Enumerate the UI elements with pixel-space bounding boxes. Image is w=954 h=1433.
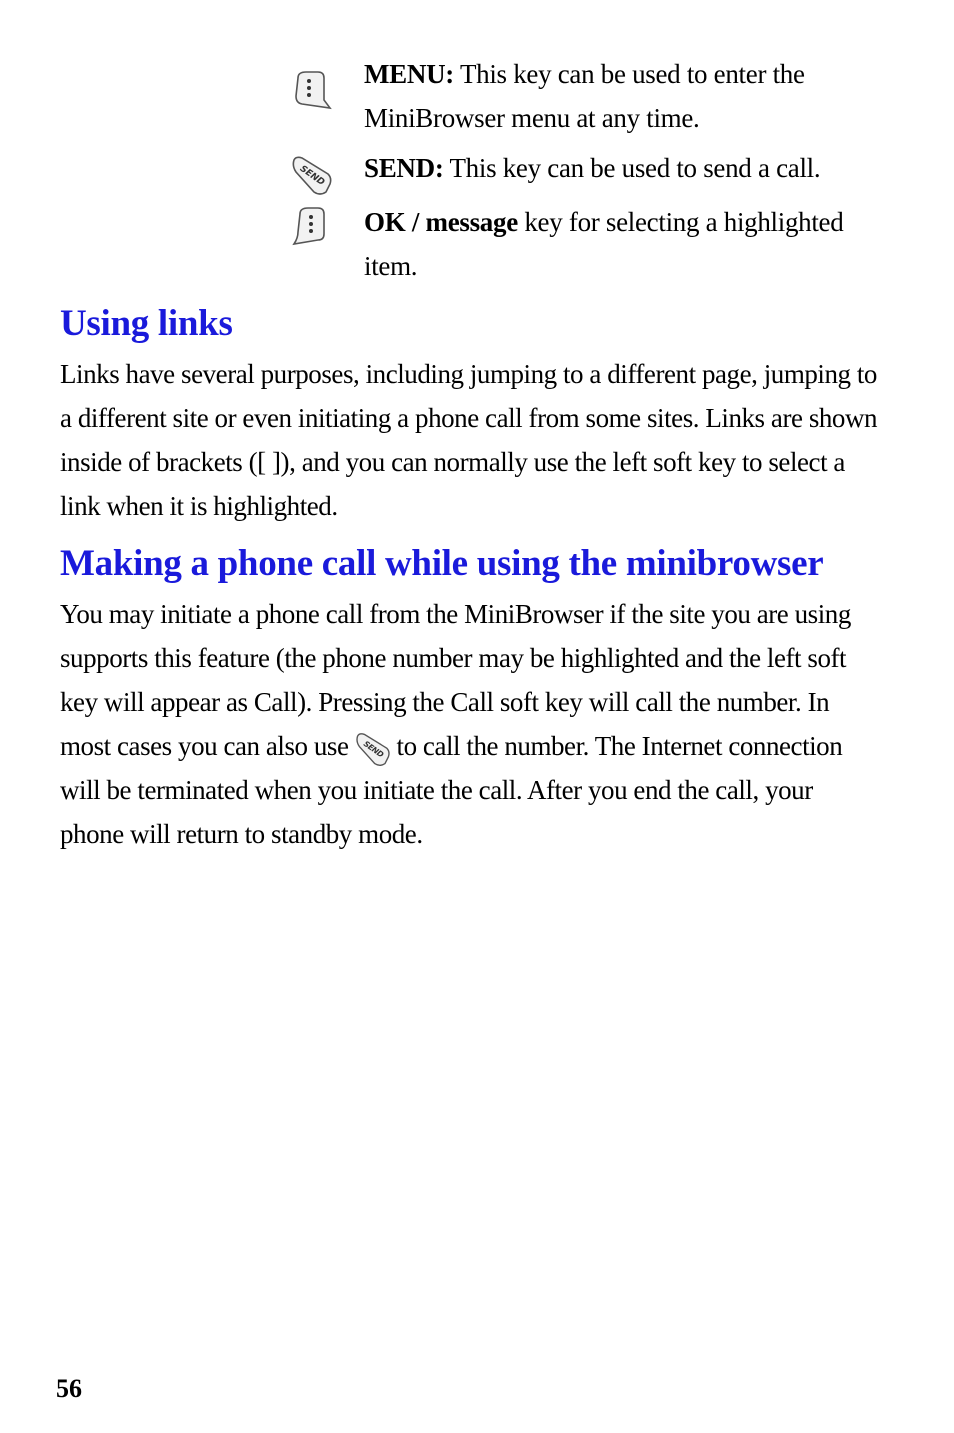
svg-text:SEND: SEND (297, 163, 327, 189)
key-description-ok (364, 200, 874, 288)
key-label-send: SEND: (364, 153, 444, 183)
key-label-menu: MENU: (364, 59, 454, 89)
key-text-send: This key can be used to send a call. (443, 153, 821, 183)
page-number: 56 (56, 1374, 82, 1403)
key-description-send (364, 146, 874, 190)
paragraph-using-links: Links have several purposes, including jumping to a different page, jumping to a different site or even initiating a phone call from some sites. Links are shown inside of brackets ([ ]), and you can normally use the left soft key to select a link when it is highlighted. (60, 359, 878, 521)
paragraph-phone-call-text-2: to call the number. The Internet connection will be terminated when you initiate the call. After you end the call, your phone will return to standby mode. (60, 731, 843, 849)
paragraph-phone-call (60, 592, 880, 856)
menu-key-icon (290, 70, 334, 110)
key-text-menu: This key can be used to enter the MiniBrowser menu at any time. (364, 59, 805, 133)
heading-using-links: Using links (60, 303, 233, 344)
key-text-ok: key for selecting a highlighted item. (364, 207, 844, 281)
heading-phone-call: Making a phone call while using the minibrowser (60, 543, 824, 584)
key-label-ok: OK / message (364, 207, 518, 237)
svg-text:SEND: SEND (361, 739, 385, 760)
key-description-menu (364, 52, 874, 140)
ok-message-key-icon (290, 206, 334, 246)
send-key-icon (353, 731, 393, 767)
send-key-icon (290, 154, 334, 194)
paragraph-phone-call-text-1: You may initiate a phone call from the MiniBrowser if the site you are using supports this feature (the phone number may be highlighted and the left soft key will appear as Call). Pressing the Call soft key will call the number. In most cases you can also use (60, 599, 851, 761)
